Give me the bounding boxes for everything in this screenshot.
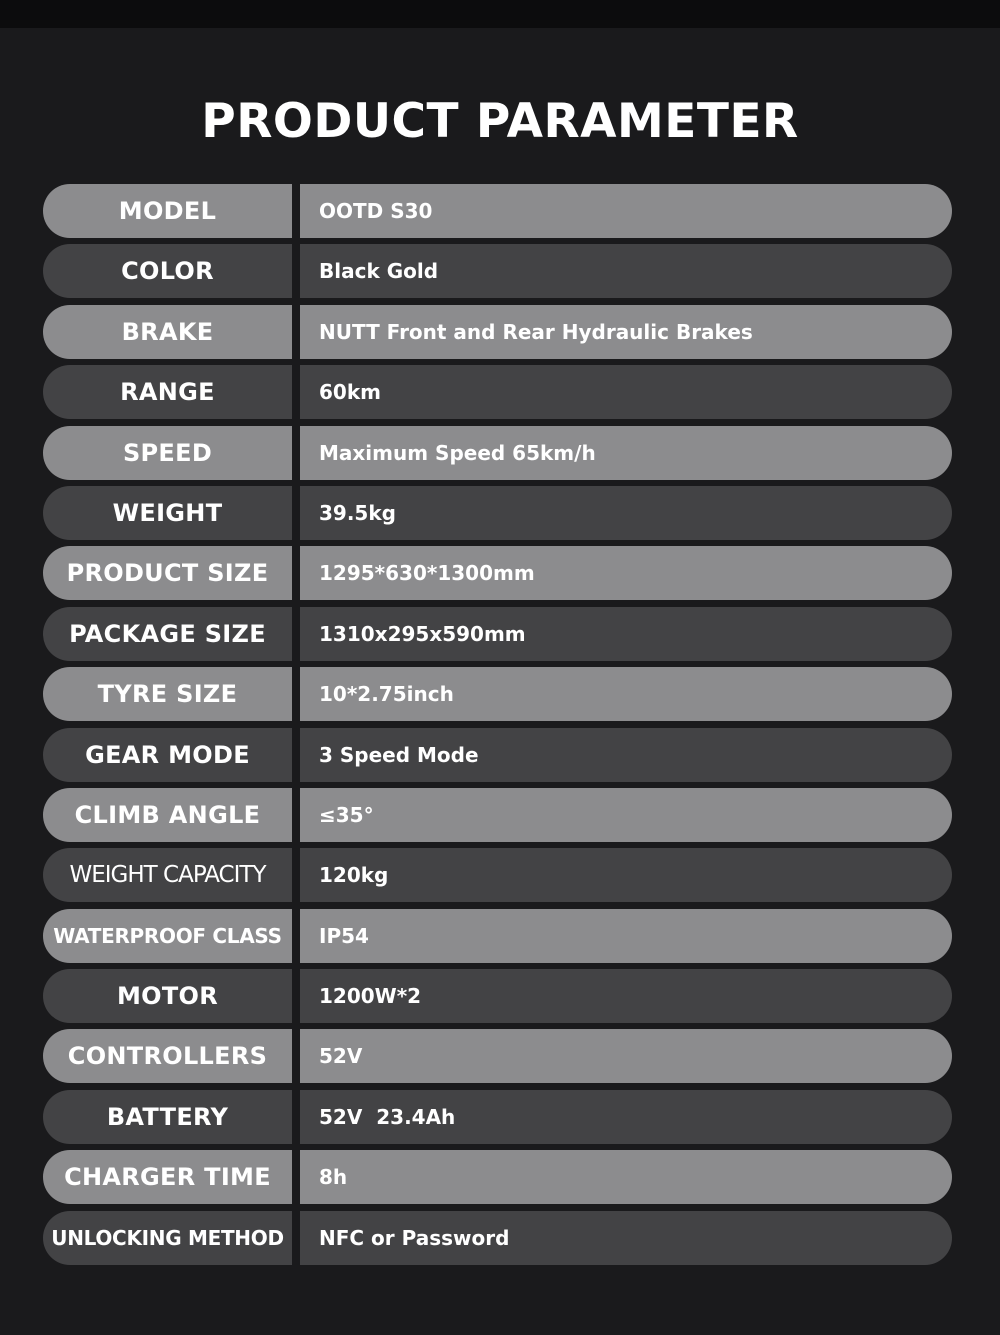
- row-label: CHARGER TIME: [43, 1150, 292, 1204]
- row-value: 10*2.75inch: [300, 667, 952, 721]
- row-label: SPEED: [43, 426, 292, 480]
- row-label: WATERPROOF CLASS: [43, 909, 292, 963]
- row-value: OOTD S30: [300, 184, 952, 238]
- table-row-product-size: [43, 546, 952, 600]
- row-label: CONTROLLERS: [43, 1029, 292, 1083]
- table-row-climb-angle: [43, 788, 952, 842]
- row-label: PRODUCT SIZE: [43, 546, 292, 600]
- row-value: 8h: [300, 1150, 952, 1204]
- row-value: 3 Speed Mode: [300, 728, 952, 782]
- row-label: RANGE: [43, 365, 292, 419]
- row-value: Black Gold: [300, 244, 952, 298]
- table-row-motor: [43, 969, 952, 1023]
- row-label: BRAKE: [43, 305, 292, 359]
- row-label: MOTOR: [43, 969, 292, 1023]
- row-value: 1200W*2: [300, 969, 952, 1023]
- row-value: 60km: [300, 365, 952, 419]
- table-row-battery: [43, 1090, 952, 1144]
- table-row-weight-capacity: [43, 848, 952, 902]
- parameter-table: [43, 184, 952, 1271]
- table-row-weight: [43, 486, 952, 540]
- row-label: WEIGHT: [43, 486, 292, 540]
- row-value: ≤35°: [300, 788, 952, 842]
- row-label: MODEL: [43, 184, 292, 238]
- row-label: GEAR MODE: [43, 728, 292, 782]
- row-label: TYRE SIZE: [43, 667, 292, 721]
- table-row-unlocking-method: [43, 1211, 952, 1265]
- row-label: WEIGHT CAPACITY: [43, 848, 292, 902]
- table-row-range: [43, 365, 952, 419]
- table-row-charger-time: [43, 1150, 952, 1204]
- row-label: CLIMB ANGLE: [43, 788, 292, 842]
- top-band: [0, 0, 1000, 28]
- row-label: UNLOCKING METHOD: [43, 1211, 292, 1265]
- table-row-speed: [43, 426, 952, 480]
- table-row-model: [43, 184, 952, 238]
- row-value: Maximum Speed 65km/h: [300, 426, 952, 480]
- row-value: 1310x295x590mm: [300, 607, 952, 661]
- table-row-tyre-size: [43, 667, 952, 721]
- page-title: PRODUCT PARAMETER: [201, 94, 799, 149]
- row-value: NFC or Password: [300, 1211, 952, 1265]
- row-value: 120kg: [300, 848, 952, 902]
- row-value: 39.5kg: [300, 486, 952, 540]
- row-value: 52V: [300, 1029, 952, 1083]
- table-row-gear-mode: [43, 728, 952, 782]
- row-label: COLOR: [43, 244, 292, 298]
- table-row-controllers: [43, 1029, 952, 1083]
- table-row-color: [43, 244, 952, 298]
- row-value: 1295*630*1300mm: [300, 546, 952, 600]
- row-value: 52V 23.4Ah: [300, 1090, 952, 1144]
- table-row-package-size: [43, 607, 952, 661]
- table-row-brake: [43, 305, 952, 359]
- row-value: IP54: [300, 909, 952, 963]
- table-row-waterproof-class: [43, 909, 952, 963]
- row-label: BATTERY: [43, 1090, 292, 1144]
- row-value: NUTT Front and Rear Hydraulic Brakes: [300, 305, 952, 359]
- row-label: PACKAGE SIZE: [43, 607, 292, 661]
